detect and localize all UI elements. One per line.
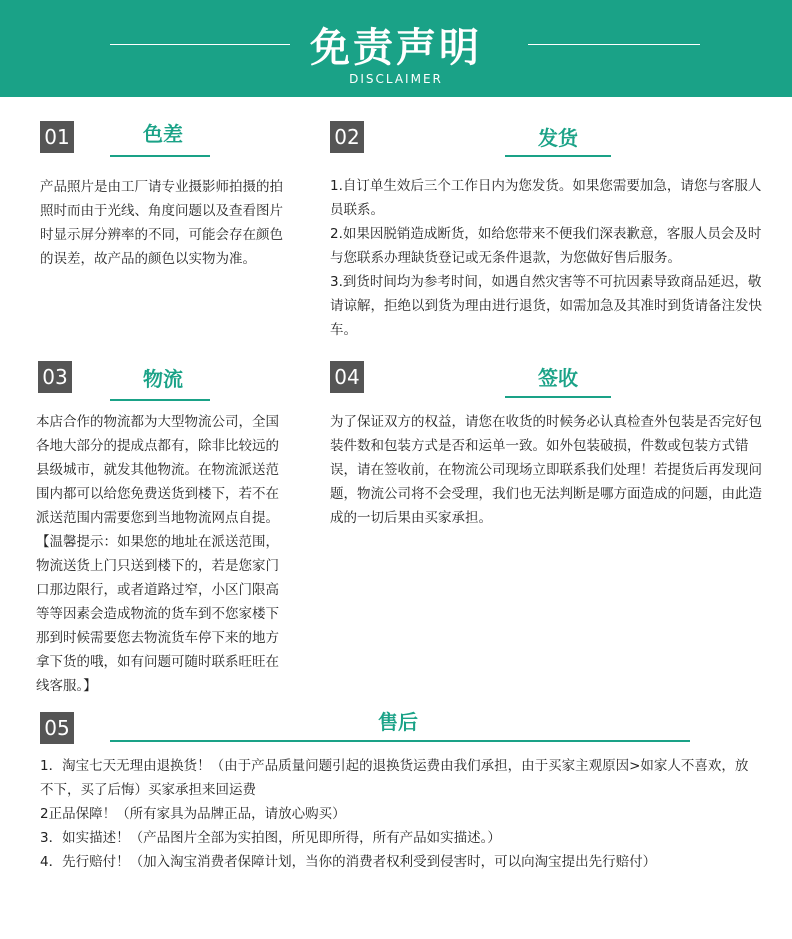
section-paragraph: 产品照片是由工厂请专业摄影师拍摄的拍照时而由于光线、角度问题以及查看图片时显示屏分辨率的不同，可能会存在颜色的误差，故产品的颜色以实物为准。 [40, 179, 283, 267]
page-title: 免责声明 [310, 25, 482, 71]
section-paragraph: 1．淘宝七天无理由退换货！（由于产品质量问题引起的退换货运费由我们承担，由于买家主观原因>如家人不喜欢，放不下，买了后悔）买家承担来回运费 [40, 758, 749, 798]
section-number: 04 [330, 361, 364, 393]
header-banner [0, 0, 792, 97]
section-paragraph: 2正品保障！（所有家具为品牌正品，请放心购买） [40, 806, 346, 822]
section-paragraph: 4．先行赔付！（加入淘宝消费者保障计划，当你的消费者权利受到侵害时，可以向淘宝提出先行赔付） [40, 854, 657, 870]
section-rule [505, 155, 611, 157]
section-title: 物流 [143, 367, 183, 391]
page-subtitle: DISCLAIMER [349, 72, 443, 86]
section-body [36, 410, 290, 698]
section-title: 色差 [143, 122, 183, 146]
section-number: 02 [330, 121, 364, 153]
section-paragraph: 【温馨提示：如果您的地址在派送范围，物流送货上门只送到楼下的，若是您家门口那边限行，或者道路过窄，小区门限高等等因素会造成物流的货车到不您家楼下那到时候需要您去物流货车停下来的地方拿下货的哦，如有问题可随时联系旺旺在线客服。】 [36, 534, 279, 694]
section-title: 发货 [538, 126, 578, 150]
section-body [330, 410, 766, 530]
section-paragraph: 2.如果因脱销造成断货，如给您带来不便我们深表歉意，客服人员会及时与您联系办理缺货登记或无条件退款，为您做好售后服务。 [330, 226, 762, 266]
section-paragraph: 3．如实描述！（产品图片全部为实拍图，所见即所得，所有产品如实描述。） [40, 830, 501, 846]
section-body [40, 754, 752, 874]
section-paragraph: 本店合作的物流都为大型物流公司，全国各地大部分的提成点都有，除非比较远的县级城市，就发其他物流。在物流派送范围内都可以给您免费送货到楼下，若不在派送范围内需要您到当地物流网点自提。 [36, 414, 279, 526]
section-body [330, 174, 766, 342]
section-rule [505, 396, 611, 398]
section-rule [110, 740, 690, 742]
section-rule [110, 399, 210, 401]
section-body [40, 175, 285, 271]
section-rule [110, 155, 210, 157]
section-paragraph: 1.自订单生效后三个工作日内为您发货。如果您需要加急，请您与客服人员联系。 [330, 178, 762, 218]
section-paragraph: 3.到货时间均为参考时间，如遇自然灾害等不可抗因素导致商品延迟，敬请谅解，拒绝以到货为理由进行退货，如需加急及其准时到货请备注发快车。 [330, 274, 762, 338]
section-number: 01 [40, 121, 74, 153]
section-number: 05 [40, 712, 74, 744]
section-title: 签收 [538, 366, 578, 390]
section-paragraph: 为了保证双方的权益，请您在收货的时候务必认真检查外包装是否完好包装件数和包装方式是否和运单一致。如外包装破损，件数或包装方式错误，请在签收前，在物流公司现场立即联系我们处理！若提货后再发现问题，物流公司将不会受理，我们也无法判断是哪方面造成的问题，由此造成的一切后果由买家承担。 [330, 414, 762, 526]
section-title: 售后 [378, 710, 418, 734]
section-number: 03 [38, 361, 72, 393]
